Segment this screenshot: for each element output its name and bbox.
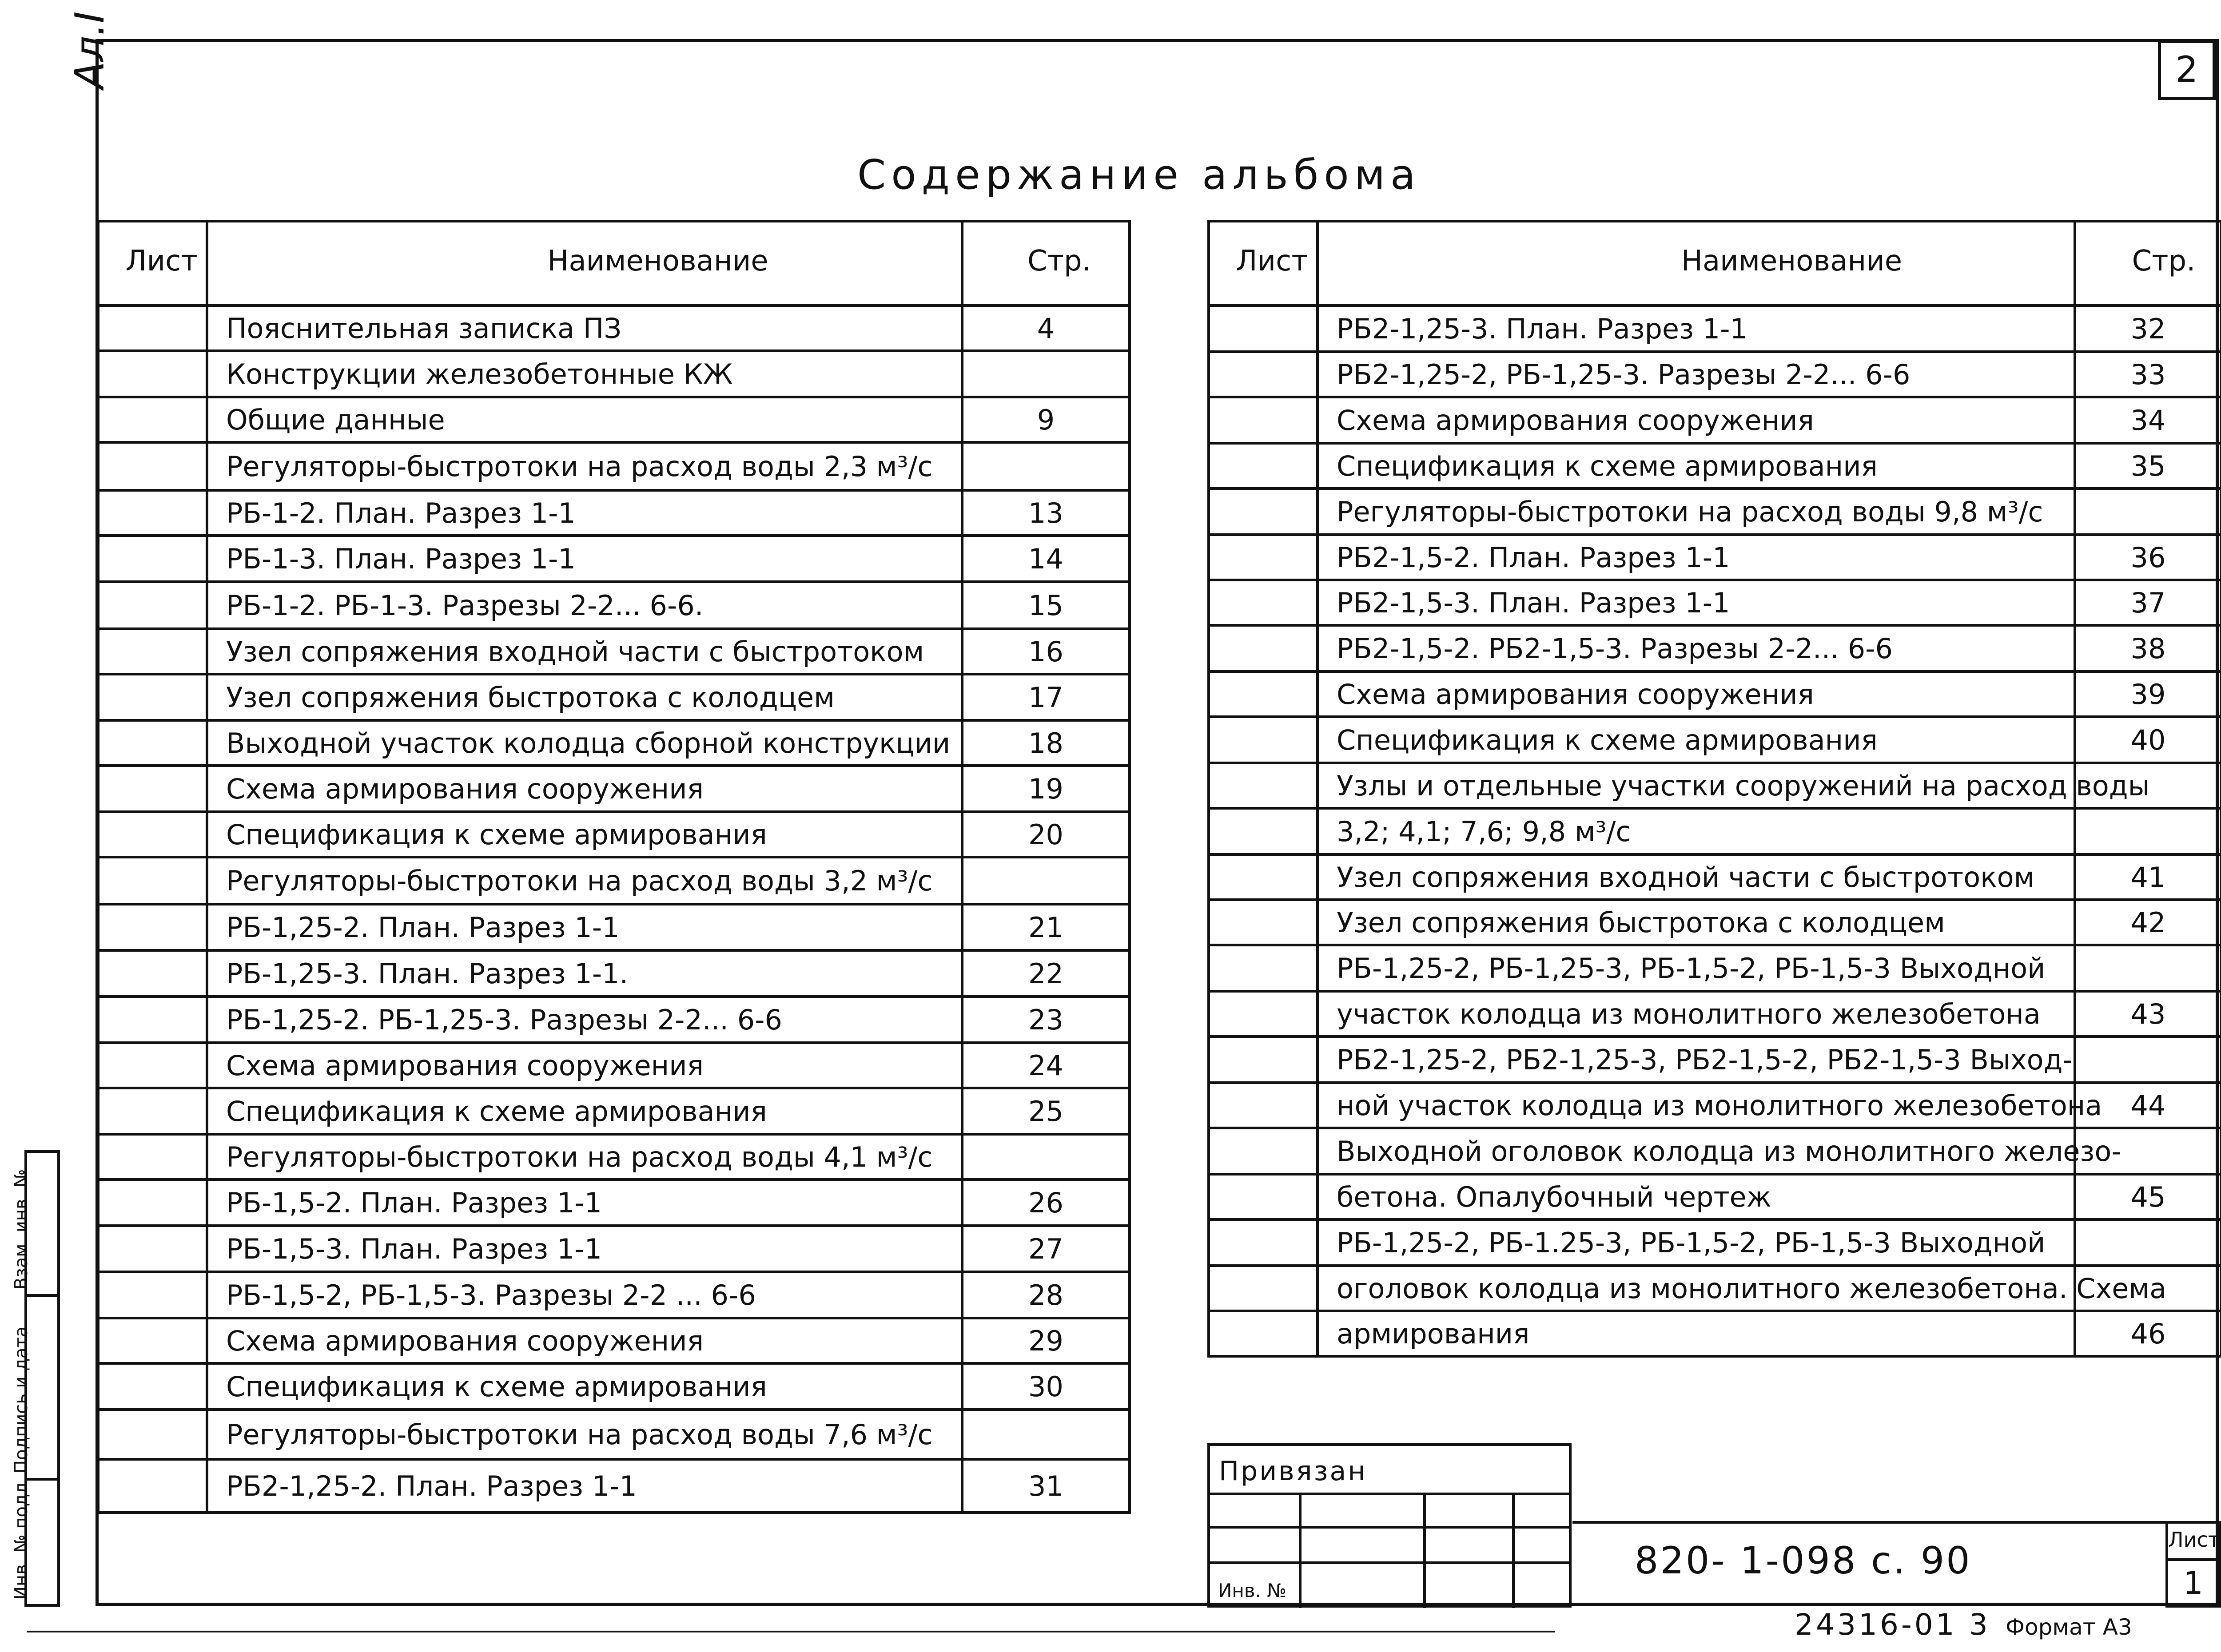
archive-number: 24316-01 3 [1795,1608,1990,1642]
cell-sheet [1209,1219,1317,1266]
table-row [1209,1174,2221,1219]
cell-sheet [1209,1266,1317,1311]
table-row [98,1410,1130,1459]
cell-sheet [98,1134,207,1179]
cell-name: Узлы и отдельные участки сооружений на расход воды [1317,763,2075,808]
table-row [1209,352,2221,397]
format-label: Формат А3 [2006,1614,2132,1640]
cell-sheet [98,490,207,536]
table-row [1209,900,2221,945]
cell-name: Спецификация к схеме армирования [207,1363,962,1410]
cell-page [2075,1036,2221,1083]
col-header-page: Стр. [962,221,1130,306]
sheet-cell-label: Лист [2168,1524,2218,1561]
table-row [1209,808,2221,854]
col-header-page: Стр. [2075,221,2221,306]
table-row [1209,306,2221,352]
table-row [1209,1128,2221,1174]
cell-sheet [98,997,207,1043]
cell-page: 4 [962,306,1130,351]
cell-sheet [1209,763,1317,808]
cell-sheet [98,1088,207,1134]
table-row [98,1043,1130,1088]
cell-sheet [98,536,207,582]
cell-page: 29 [962,1318,1130,1363]
cell-name: ной участок колодца из монолитного железобетона [1317,1083,2075,1128]
table-row [1209,763,2221,808]
table-row [1209,580,2221,625]
cell-sheet [1209,535,1317,580]
cell-sheet [98,1318,207,1363]
stamp-divider [1210,1493,1569,1495]
cell-sheet [98,1226,207,1272]
stamp-divider [1210,1526,1569,1529]
table-row [1209,671,2221,717]
cell-name: армирования [1317,1311,2075,1356]
cell-name: РБ2-1,5-3. План. Разрез 1-1 [1317,580,2075,625]
table-row [98,1226,1130,1272]
binding-stamp [1207,1443,1572,1608]
cell-sheet [98,582,207,629]
cell-sheet [1209,808,1317,854]
cell-page: 20 [962,812,1130,857]
cell-name: Пояснительная записка ПЗ [207,306,962,351]
cell-name: Узел сопряжения быстротока с колодцем [207,674,962,720]
album-label: Ал.I [67,11,113,89]
cell-page [962,857,1130,904]
inv-number-label: Инв. № [1218,1580,1287,1601]
cell-page [962,442,1130,490]
table-row [98,1459,1130,1513]
cell-page: 38 [2075,625,2221,671]
cell-name: Схема армирования сооружения [207,766,962,812]
cell-name: Спецификация к схеме армирования [207,1088,962,1134]
table-row [98,1179,1130,1226]
stamp-divider [1299,1493,1302,1608]
cell-sheet [1209,625,1317,671]
table-row [1209,1266,2221,1311]
cell-name: Общие данные [207,397,962,442]
cell-name: Регуляторы-быстротоки на расход воды 2,3 м³/с [207,442,962,490]
cell-sheet [98,1179,207,1226]
page-title: Содержание альбома [857,151,1421,199]
cell-name: 3,2; 4,1; 7,6; 9,8 м³/с [1317,808,2075,854]
cell-page: 41 [2075,854,2221,900]
cell-sheet [1209,671,1317,717]
table-row [98,857,1130,904]
table-row [1209,1311,2221,1356]
cell-name: РБ-1,25-2. РБ-1,25-3. Разрезы 2-2... 6-6 [207,997,962,1043]
cell-page [962,1134,1130,1179]
cell-sheet [1209,717,1317,763]
cell-page: 23 [962,997,1130,1043]
cell-sheet [1209,306,1317,352]
cell-sheet [1209,397,1317,443]
cell-page: 32 [2075,306,2221,352]
table-row [98,306,1130,351]
table-row [98,904,1130,950]
cell-name: РБ-1,25-2, РБ-1.25-3, РБ-1,5-2, РБ-1,5-3 Выходной [1317,1219,2075,1266]
cell-page [962,351,1130,397]
cell-page: 36 [2075,535,2221,580]
cell-sheet [1209,991,1317,1036]
cell-name: Узел сопряжения быстротока с колодцем [1317,900,2075,945]
table-row [98,1318,1130,1363]
cell-sheet [98,1272,207,1318]
table-row [1209,625,2221,671]
cell-name: РБ2-1,25-2. План. Разрез 1-1 [207,1459,962,1513]
title-block-line [1572,1521,2221,1524]
table-row [98,950,1130,997]
col-header-sheet: Лист [1209,221,1317,306]
cell-page: 46 [2075,1311,2221,1356]
cell-page: 35 [2075,443,2221,488]
table-row [98,351,1130,397]
cell-sheet [1209,1083,1317,1128]
cell-sheet [98,674,207,720]
cell-page: 28 [962,1272,1130,1318]
cell-sheet [98,397,207,442]
cell-page: 14 [962,536,1130,582]
table-row [98,442,1130,490]
cell-name: Регуляторы-быстротоки на расход воды 9,8 м³/с [1317,488,2075,535]
cell-sheet [1209,900,1317,945]
table-row [98,997,1130,1043]
cell-name: Выходной участок колодца сборной конструкции [207,720,962,766]
side-stamp-podpis [11,1294,60,1481]
table-row [98,1363,1130,1410]
cell-page: 9 [962,397,1130,442]
table-row [98,812,1130,857]
cell-name: РБ2-1,5-2. РБ2-1,5-3. Разрезы 2-2... 6-6 [1317,625,2075,671]
cell-name: Спецификация к схеме армирования [1317,443,2075,488]
cell-sheet [1209,352,1317,397]
cell-page: 43 [2075,991,2221,1036]
cell-sheet [1209,443,1317,488]
table-row [1209,717,2221,763]
cell-page: 17 [962,674,1130,720]
cell-sheet [98,1410,207,1459]
cell-sheet [1209,580,1317,625]
cell-name: Регуляторы-быстротоки на расход воды 3,2 м³/с [207,857,962,904]
contents-table-left [97,220,1131,1514]
cell-sheet [98,950,207,997]
stamp-divider [1210,1561,1569,1564]
cell-sheet [98,1363,207,1410]
cell-page: 27 [962,1226,1130,1272]
table-row [1209,854,2221,900]
cell-sheet [1209,1036,1317,1083]
table-row [98,490,1130,536]
table-row [98,536,1130,582]
table-row [98,720,1130,766]
col-header-sheet: Лист [98,221,207,306]
table-body [1209,306,2221,1356]
cell-page: 18 [962,720,1130,766]
cell-name: РБ-1,25-2, РБ-1,25-3, РБ-1,5-2, РБ-1,5-3 Выходной [1317,945,2075,991]
col-header-name: Наименование [207,221,962,306]
cell-name: Выходной оголовок колодца из монолитного железо- [1317,1128,2075,1174]
cell-name: Спецификация к схеме армирования [1317,717,2075,763]
cell-page: 37 [2075,580,2221,625]
table-row [1209,1219,2221,1266]
table-row [1209,945,2221,991]
sheet-number: 2 [2158,40,2216,100]
cell-sheet [98,1459,207,1513]
cell-name: РБ2-1,25-3. План. Разрез 1-1 [1317,306,2075,352]
contents-table-right [1207,220,2221,1358]
table-header [1209,221,2221,306]
cell-page: 16 [962,629,1130,674]
table-row [98,674,1130,720]
cell-page [962,1410,1130,1459]
cell-sheet [1209,1174,1317,1219]
stamp-divider [1423,1493,1426,1608]
cell-page: 31 [962,1459,1130,1513]
cell-sheet [1209,945,1317,991]
cell-name: Спецификация к схеме армирования [207,812,962,857]
cell-sheet [1209,854,1317,900]
table-row [98,1134,1130,1179]
table-row [98,582,1130,629]
cell-sheet [98,442,207,490]
cell-name: Конструкции железобетонные КЖ [207,351,962,397]
side-stamp-vzam [11,1150,60,1297]
cell-page [2075,488,2221,535]
col-header-name: Наименование [1317,221,2075,306]
cell-name: Схема армирования сооружения [1317,397,2075,443]
cell-name: Регуляторы-быстротоки на расход воды 4,1 м³/с [207,1134,962,1179]
cell-page: 21 [962,904,1130,950]
table-row [98,397,1130,442]
stamp-title: Привязан [1219,1456,1367,1487]
cell-page: 13 [962,490,1130,536]
cell-sheet [98,904,207,950]
cell-name: участок колодца из монолитного железобетона [1317,991,2075,1036]
stamp-divider [1512,1493,1515,1608]
table-row [1209,443,2221,488]
cell-name: РБ2-1,25-2, РБ2-1,25-3, РБ2-1,5-2, РБ2-1,5-3 Выход- [1317,1036,2075,1083]
cell-page: 33 [2075,352,2221,397]
side-label-podpis: Подпись и дата [11,1326,32,1473]
side-label-inv: Инв. № подл. [11,1477,32,1600]
cell-page: 40 [2075,717,2221,763]
cell-name: РБ-1,25-2. План. Разрез 1-1 [207,904,962,950]
cell-sheet [98,306,207,351]
cell-name: РБ-1,25-3. План. Разрез 1-1. [207,950,962,997]
cell-sheet [98,720,207,766]
table-row [98,629,1130,674]
cell-page: 45 [2075,1174,2221,1219]
cell-sheet [98,629,207,674]
cell-sheet [98,857,207,904]
table-row [98,1272,1130,1318]
cell-page: 39 [2075,671,2221,717]
cell-page: 24 [962,1043,1130,1088]
cell-name: РБ-1,5-3. План. Разрез 1-1 [207,1226,962,1272]
sheet-cell [2165,1521,2221,1608]
cell-name: бетона. Опалубочный чертеж [1317,1174,2075,1219]
cell-page: 25 [962,1088,1130,1134]
document-number: 820- 1-098 с. 90 [1635,1539,1972,1582]
table-row [1209,1083,2221,1128]
cell-sheet [98,351,207,397]
cell-page: 42 [2075,900,2221,945]
cell-name: Схема армирования сооружения [207,1318,962,1363]
cell-page: 34 [2075,397,2221,443]
table-row [1209,397,2221,443]
cell-page: 44 [2075,1083,2221,1128]
cell-name: Схема армирования сооружения [207,1043,962,1088]
cell-name: РБ-1,5-2. План. Разрез 1-1 [207,1179,962,1226]
cell-sheet [98,1043,207,1088]
cell-name: РБ2-1,25-2, РБ-1,25-3. Разрезы 2-2... 6-6 [1317,352,2075,397]
table-body [98,306,1130,1513]
side-stamp-inv [11,1477,60,1607]
cell-name: Узел сопряжения входной части с быстротоком [207,629,962,674]
side-label-vzam: Взам. инв. № [11,1169,32,1290]
cell-name: РБ-1-2. РБ-1-3. Разрезы 2-2... 6-6. [207,582,962,629]
table-row [1209,535,2221,580]
cell-page [2075,945,2221,991]
table-row [1209,991,2221,1036]
cell-page: 19 [962,766,1130,812]
sheet-cell-value: 1 [2183,1565,2203,1601]
cell-sheet [98,812,207,857]
cell-sheet [1209,1311,1317,1356]
cell-name: РБ-1-3. План. Разрез 1-1 [207,536,962,582]
cell-page: 22 [962,950,1130,997]
cell-page [2075,1219,2221,1266]
table-row [1209,488,2221,535]
table-row [1209,1036,2221,1083]
cell-name: РБ-1,5-2, РБ-1,5-3. Разрезы 2-2 ... 6-6 [207,1272,962,1318]
cell-sheet [98,766,207,812]
cell-page [2075,808,2221,854]
cell-name: Узел сопряжения входной части с быстротоком [1317,854,2075,900]
cell-page: 15 [962,582,1130,629]
cell-name: РБ-1-2. План. Разрез 1-1 [207,490,962,536]
cell-name: Схема армирования сооружения [1317,671,2075,717]
cell-name: РБ2-1,5-2. План. Разрез 1-1 [1317,535,2075,580]
cell-sheet [1209,1128,1317,1174]
cell-sheet [1209,488,1317,535]
cell-name: Регуляторы-быстротоки на расход воды 7,6 м³/с [207,1410,962,1459]
cell-page: 30 [962,1363,1130,1410]
table-row [98,1088,1130,1134]
bottom-rule [27,1631,1555,1632]
cell-page: 26 [962,1179,1130,1226]
table-header [98,221,1130,306]
table-row [98,766,1130,812]
cell-name: оголовок колодца из монолитного железобетона. Схема [1317,1266,2075,1311]
